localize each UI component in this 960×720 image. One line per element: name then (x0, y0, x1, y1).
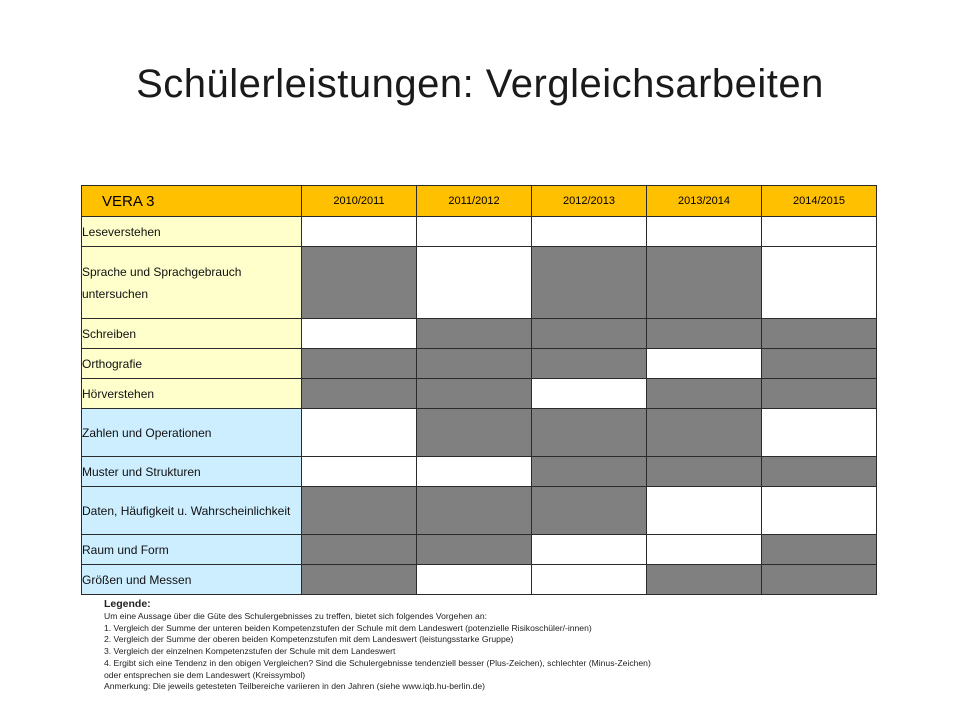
legend (104, 598, 864, 693)
tested-cell (762, 565, 877, 595)
untested-cell (532, 535, 647, 565)
table-row (82, 457, 877, 487)
tested-cell (532, 457, 647, 487)
legend-line: 4. Ergibt sich eine Tendenz in den obigen Vergleichen? Sind die Schulergebnisse tendenziell besser (Plus-Zeichen), schlechter (Minus-Zeichen) (104, 657, 651, 668)
legend-line: oder entsprechen sie dem Landeswert (Kreissymbol) (104, 669, 306, 680)
tested-cell (647, 457, 762, 487)
table-header-row (82, 186, 877, 217)
untested-cell (762, 487, 877, 535)
tested-cell (417, 409, 532, 457)
competency-label: Raum und Form (82, 535, 302, 565)
tested-cell (647, 319, 762, 349)
legend-line: 2. Vergleich der Summe der oberen beiden Kompetenzstufen mit dem Landeswert (leistungsstarke Gruppe) (104, 634, 514, 645)
tested-cell (417, 319, 532, 349)
tested-cell (762, 319, 877, 349)
tested-cell (532, 487, 647, 535)
tested-cell (647, 409, 762, 457)
untested-cell (302, 457, 417, 487)
untested-cell (532, 565, 647, 595)
table-row (82, 409, 877, 457)
tested-cell (302, 565, 417, 595)
tested-cell (647, 247, 762, 319)
tested-cell (532, 319, 647, 349)
table-row (82, 349, 877, 379)
table-row (82, 535, 877, 565)
untested-cell (762, 217, 877, 247)
tested-cell (762, 379, 877, 409)
legend-line: Um eine Aussage über die Güte des Schulergebnisses zu treffen, bietet sich folgendes Vorgehen an: (104, 611, 487, 621)
tested-cell (417, 349, 532, 379)
untested-cell (532, 217, 647, 247)
competency-label: Daten, Häufigkeit u. Wahrscheinlichkeit (82, 487, 302, 535)
legend-line: Anmerkung: Die jeweils getesteten Teilbereiche variieren in den Jahren (siehe www.iqb.hu-berlin.de) (104, 681, 486, 692)
table-row (82, 319, 877, 349)
tested-cell (647, 565, 762, 595)
untested-cell (647, 217, 762, 247)
competency-label: Größen und Messen (82, 565, 302, 595)
legend-line: 3. Vergleich der einzelnen Kompetenzstufen der Schule mit dem Landeswert (104, 646, 396, 657)
table-corner-label: VERA 3 (82, 186, 302, 217)
year-header: 2011/2012 (417, 186, 532, 217)
table-row (82, 217, 877, 247)
untested-cell (762, 409, 877, 457)
tested-cell (302, 349, 417, 379)
untested-cell (302, 217, 417, 247)
tested-cell (302, 535, 417, 565)
slide-title: Schülerleistungen: Vergleichsarbeiten (136, 62, 824, 106)
table-row (82, 487, 877, 535)
untested-cell (417, 217, 532, 247)
competency-label: Sprache und Sprachgebrauch untersuchen (82, 247, 302, 319)
year-header: 2014/2015 (762, 186, 877, 217)
competency-label: Zahlen und Operationen (82, 409, 302, 457)
legend-title: Legende: (104, 598, 151, 610)
competency-label: Leseverstehen (82, 217, 302, 247)
untested-cell (647, 487, 762, 535)
tested-cell (417, 535, 532, 565)
tested-cell (417, 487, 532, 535)
vera-table (81, 185, 877, 595)
tested-cell (762, 535, 877, 565)
year-header: 2013/2014 (647, 186, 762, 217)
untested-cell (302, 319, 417, 349)
year-header: 2010/2011 (302, 186, 417, 217)
tested-cell (302, 487, 417, 535)
untested-cell (762, 247, 877, 319)
tested-cell (417, 379, 532, 409)
tested-cell (762, 457, 877, 487)
tested-cell (302, 379, 417, 409)
year-header: 2012/2013 (532, 186, 647, 217)
untested-cell (417, 457, 532, 487)
competency-label: Muster und Strukturen (82, 457, 302, 487)
competency-label: Orthografie (82, 349, 302, 379)
untested-cell (647, 535, 762, 565)
tested-cell (762, 349, 877, 379)
competency-label: Hörverstehen (82, 379, 302, 409)
tested-cell (532, 247, 647, 319)
tested-cell (302, 247, 417, 319)
tested-cell (647, 379, 762, 409)
competency-label: Schreiben (82, 319, 302, 349)
untested-cell (417, 565, 532, 595)
untested-cell (647, 349, 762, 379)
untested-cell (532, 379, 647, 409)
tested-cell (532, 349, 647, 379)
untested-cell (417, 247, 532, 319)
untested-cell (302, 409, 417, 457)
table-row (82, 247, 877, 319)
tested-cell (532, 409, 647, 457)
table-row (82, 379, 877, 409)
table-row (82, 565, 877, 595)
legend-line: 1. Vergleich der Summe der unteren beiden Kompetenzstufen der Schule mit dem Landeswert (potenzielle Risikoschüler/-innen) (104, 622, 592, 633)
